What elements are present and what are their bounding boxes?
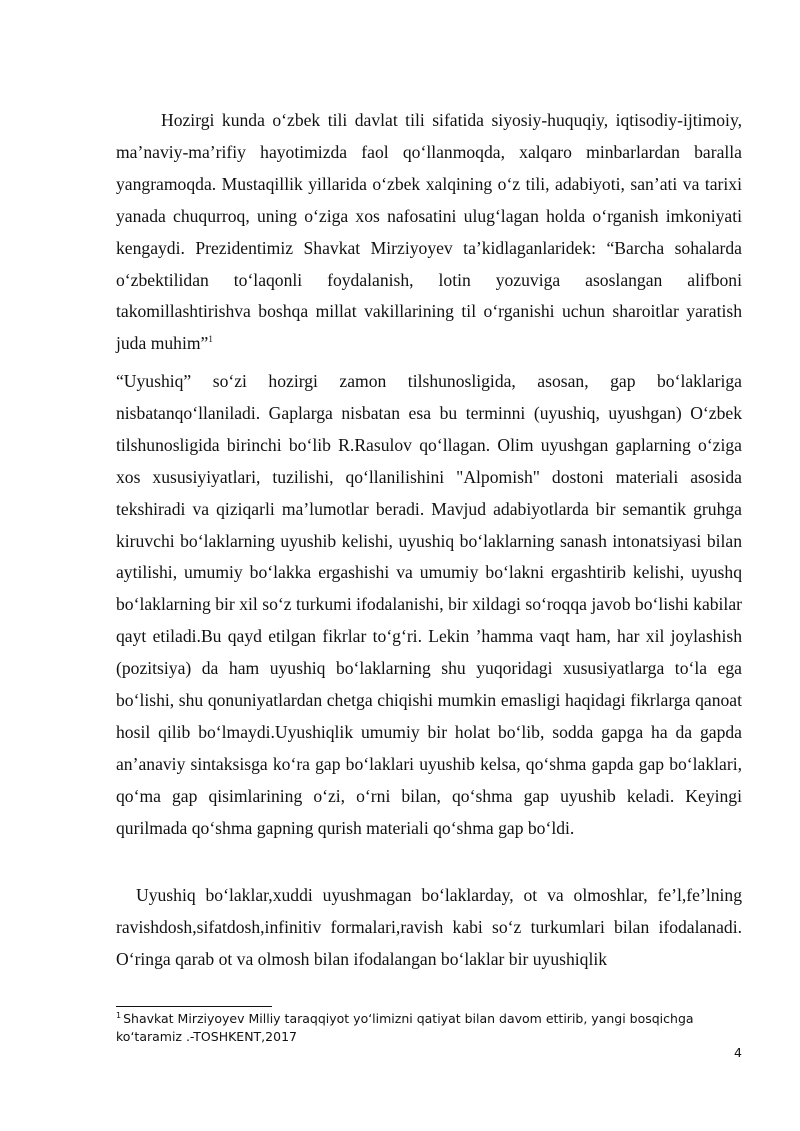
paragraph-1 — [116, 105, 742, 360]
footnote — [116, 1010, 716, 1046]
paragraph-3: Uyushiq bo‘laklar,xuddi uyushmagan bo‘laklarday, ot va olmoshlar, fe’l,fe’lning ravishdosh,sifatdosh,infinitiv formalari,ravish kabi so‘z turkumlari bilan ifodalanadi. O‘ringa qarab ot va olmosh bilan ifodalangan bo‘laklar bir uyushiqlik — [116, 885, 742, 969]
page-number: 4 — [734, 1045, 742, 1060]
footnote-separator — [116, 1006, 272, 1007]
paragraph-2: “Uyushiq” so‘zi hozirgi zamon tilshunosligida, asosan, gap bo‘laklariga nisbatanqo‘llaniladi. Gaplarga nisbatan esa bu terminni (uyushiq, uyushgan) O‘zbek tilshunosligida birinchi bo‘lib R.Rasulov qo‘llagan. Olim uyushgan gaplarning o‘ziga xos xususiyiyatlari, tuzilishi, qo‘llanilishini "Alpomish" dostoni materiali asosida tekshiradi va qiziqarli ma’lumotlar beradi. Mavjud adabiyotlarda bir semantik gruhga kiruvchi bo‘laklarning uyushib kelishi, uyushiq bo‘laklarning sanash intonatsiyasi bilan aytilishi, umumiy bo‘lakka ergashishi va umumiy bo‘lakni ergashtirib kelishi, uyushq bo‘laklarning bir xil so‘z turkumi ifodalanishi, bir xildagi so‘roqqa javob bo‘lishi kabilar qayt etiladi.Bu qayd etilgan fikrlar to‘g‘ri. Lekin ’hamma vaqt ham, har xil joylashish (pozitsiya) da ham uyushiq bo‘laklarning shu yuqoridagi xususiyatlarga to‘la ega bo‘lishi, shu qonuniyatlardan chetga chiqishi mumkin emasligi haqidagi fikrlarga qanoat hosil qilib bo‘lmaydi.Uyushiqlik umumiy bir holat bo‘lib, sodda gapga ha da gapda an’anaviy sintaksisga ko‘ra gap bo‘laklari uyushib kelsa, qo‘shma gapda gap bo‘laklari, qo‘ma gap qisimlarining o‘zi, o‘rni bilan, qo‘shma gap uyushib keladi. Keyingi qurilmada qo‘shma gapning qurish materiali qo‘shma gap bo‘ldi. — [116, 371, 742, 838]
footnote-reference[interactable]: 1 — [208, 334, 213, 345]
paragraph-1-text: Hozirgi kunda o‘zbek tili davlat tili sifatida siyosiy-huquqiy, iqtisodiy-ijtimoiy, ma’naviy-ma’rifiy hayotimizda faol qo‘llanmoqda, xalqaro minbarlardan baralla yangramoqda. Mustaqillik yillarida o‘zbek xalqining o‘z tili, adabiyoti, san’ati va tarixi yanada chuqurroq, uning o‘ziga xos nafosatini ulug‘lagan holda o‘rganish imkoniyati kengaydi. Prezidentimiz Shavkat Mirziyoyev ta’kidlaganlaridek: “Barcha sohalarda o‘zbektilidan to‘laqonli foydalanish, lotin yozuviga asoslangan alifboni takomillashtirishva boshqa millat vakillarining til o‘rganishi uchun sharoitlar yaratish juda muhim” — [116, 110, 742, 354]
footnote-marker: 1 — [116, 1011, 122, 1020]
footnote-text: Shavkat Mirziyoyev Milliy taraqqiyot yo‘limizni qatiyat bilan davom ettirib, yangi bosqichga ko‘taramiz .-TOSHKENT,2017 — [116, 1011, 694, 1044]
